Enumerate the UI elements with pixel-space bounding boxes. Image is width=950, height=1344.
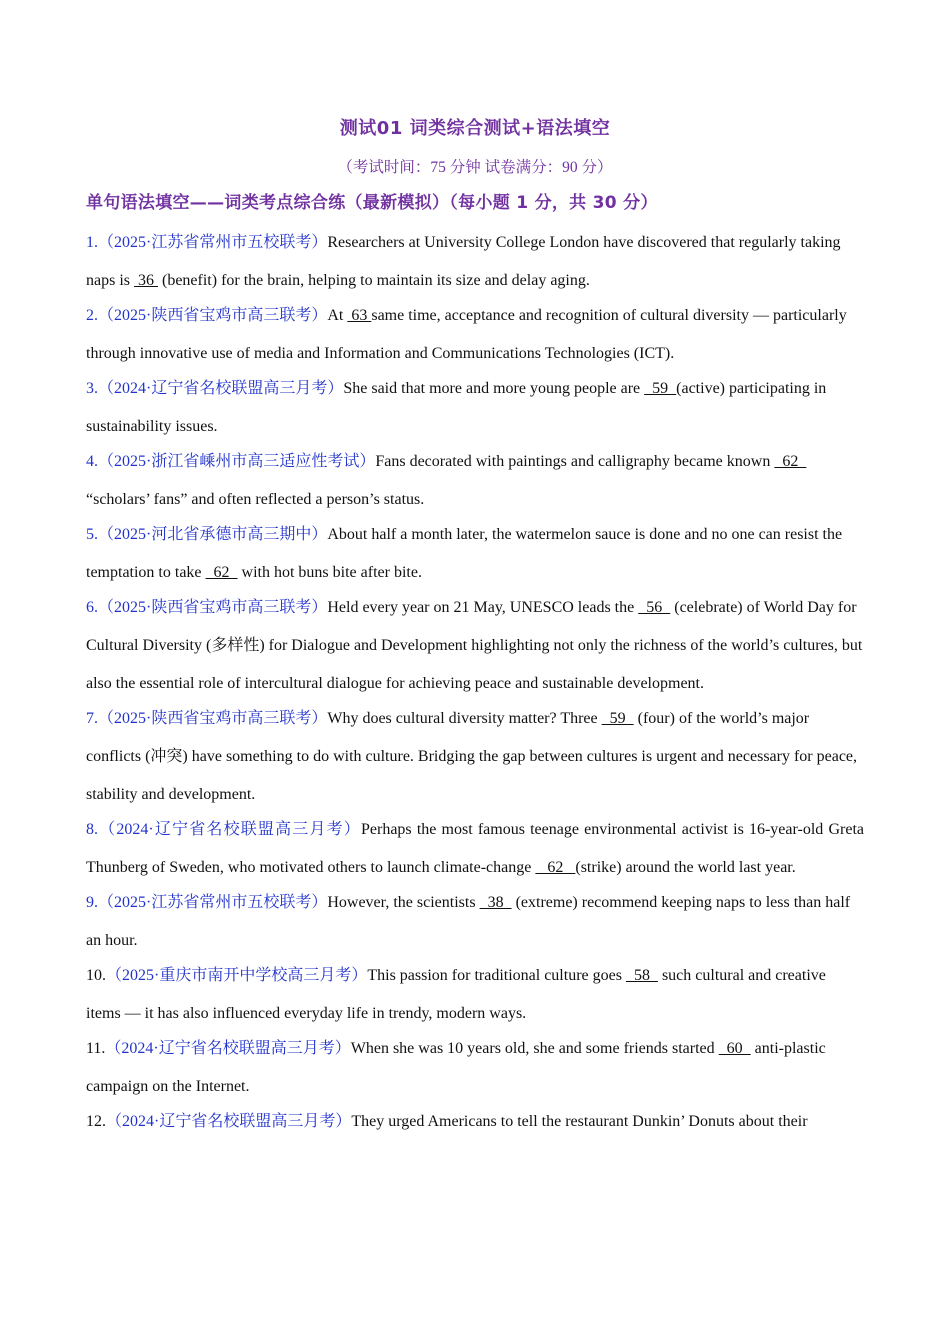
question-text-before: Why does cultural diversity matter? Three <box>327 710 602 727</box>
question-text-before: She said that more and more young people are <box>343 380 645 397</box>
answer-blank[interactable]: 36 <box>134 272 158 289</box>
question-source: （2025·陕西省宝鸡市高三联考） <box>98 307 328 324</box>
question-number: 3. <box>86 380 98 397</box>
question-text-before: When she was 10 years old, she and some friends started <box>350 1040 719 1057</box>
question-text-after: (extreme) recommend keeping naps to less than half an hour. <box>86 894 851 949</box>
question-text-after: such cultural and creative items — it has also influenced everyday life in trendy, modern ways. <box>86 967 826 1022</box>
question-text-after: (active) participating in sustainability issues. <box>86 380 827 435</box>
question-item <box>86 516 864 592</box>
question-item <box>86 224 864 300</box>
answer-blank[interactable]: 59 <box>601 710 634 727</box>
question-source: （2025·浙江省嵊州市高三适应性考试） <box>98 453 376 470</box>
question-number: 2. <box>86 307 98 324</box>
question-number: 10. <box>86 967 106 984</box>
question-text-after: with hot buns bite after bite. <box>237 564 422 581</box>
answer-blank[interactable]: 62 <box>205 564 238 581</box>
question-item <box>86 443 864 519</box>
question-item <box>86 370 864 446</box>
question-text-before: Researchers at University College London have discovered that regularly taking naps is <box>86 234 841 289</box>
question-text-after: “scholars’ fans” and often reflected a person’s status. <box>86 491 425 508</box>
answer-blank[interactable]: 59 <box>644 380 677 397</box>
question-number: 8. <box>86 821 98 838</box>
question-text-before: They urged Americans to tell the restaurant Dunkin’ Donuts about their <box>351 1113 808 1130</box>
answer-blank[interactable]: 63 <box>347 307 372 324</box>
question-source: （2024·辽宁省名校联盟高三月考） <box>98 380 344 397</box>
page-title: 测试01 词类综合测试+语法填空 <box>339 118 611 139</box>
question-number: 7. <box>86 710 98 727</box>
question-source: （2025·陕西省宝鸡市高三联考） <box>98 710 328 727</box>
question-item <box>86 297 864 373</box>
question-item <box>86 884 864 960</box>
question-source: （2025·江苏省常州市五校联考） <box>98 234 328 251</box>
question-source: （2025·江苏省常州市五校联考） <box>98 894 328 911</box>
question-item <box>86 1103 864 1141</box>
question-item <box>86 811 864 887</box>
question-number: 4. <box>86 453 98 470</box>
question-list <box>86 224 864 1138</box>
question-number: 11. <box>86 1040 106 1057</box>
question-text-after: (celebrate) of World Day for Cultural Diversity (多样性) for Dialogue and Development highlighting not only the richness of the world’s cultures, but also the essential role of intercultural dialogue for achieving peace and sustainable development. <box>86 599 863 692</box>
question-text-before: However, the scientists <box>327 894 480 911</box>
section-heading: 单句语法填空——词类考点综合练（最新模拟）（每小题 1 分，共 30 分） <box>86 193 658 213</box>
question-source: （2024·辽宁省名校联盟高三月考） <box>106 1113 352 1130</box>
answer-blank[interactable]: 62 <box>535 859 576 876</box>
question-text-before: About half a month later, the watermelon sauce is done and no one can resist the temptation to take <box>86 526 843 581</box>
question-source: （2025·陕西省宝鸡市高三联考） <box>98 599 328 616</box>
question-item <box>86 589 864 703</box>
question-item <box>86 700 864 814</box>
question-number: 9. <box>86 894 98 911</box>
question-number: 6. <box>86 599 98 616</box>
question-number: 5. <box>86 526 98 543</box>
question-text-before: Fans decorated with paintings and calligraphy became known <box>375 453 775 470</box>
question-text-after: (strike) around the world last year. <box>575 859 796 876</box>
question-text-after: same time, acceptance and recognition of cultural diversity — particularly through innovative use of media and Information and Communications Technologies (ICT). <box>86 307 847 362</box>
question-text-before: Perhaps the most famous teenage environmental activist is 16-year-old Greta Thunberg of Sweden, who motivated others to launch climate-change <box>86 821 864 876</box>
question-source: （2025·重庆市南开中学校高三月考） <box>106 967 368 984</box>
question-item <box>86 957 864 1033</box>
answer-blank[interactable]: 58 <box>625 967 658 984</box>
question-item <box>86 1030 864 1106</box>
question-text-before: At <box>327 307 348 324</box>
answer-blank[interactable]: 56 <box>638 599 671 616</box>
question-source: （2024·辽宁省名校联盟高三月考） <box>98 821 361 838</box>
question-source: （2025·河北省承德市高三期中） <box>98 526 328 543</box>
answer-blank[interactable]: 60 <box>718 1040 751 1057</box>
question-text-after: (four) of the world’s major conflicts (冲突) have something to do with culture. Bridging the gap between cultures is urgent and necessary for peace, stability and development. <box>86 710 858 803</box>
question-text-before: This passion for traditional culture goes <box>367 967 626 984</box>
question-text-before: Held every year on 21 May, UNESCO leads the <box>327 599 639 616</box>
question-text-after: (benefit) for the brain, helping to maintain its size and delay aging. <box>158 272 590 289</box>
answer-blank[interactable]: 62 <box>774 453 807 470</box>
answer-blank[interactable]: 38 <box>479 894 512 911</box>
question-number: 12. <box>86 1113 106 1130</box>
exam-info: （考试时间：75 分钟 试卷满分：90 分） <box>337 159 613 176</box>
question-source: （2024·辽宁省名校联盟高三月考） <box>105 1040 351 1057</box>
question-text-after: anti-plastic campaign on the Internet. <box>86 1040 826 1095</box>
question-number: 1. <box>86 234 98 251</box>
